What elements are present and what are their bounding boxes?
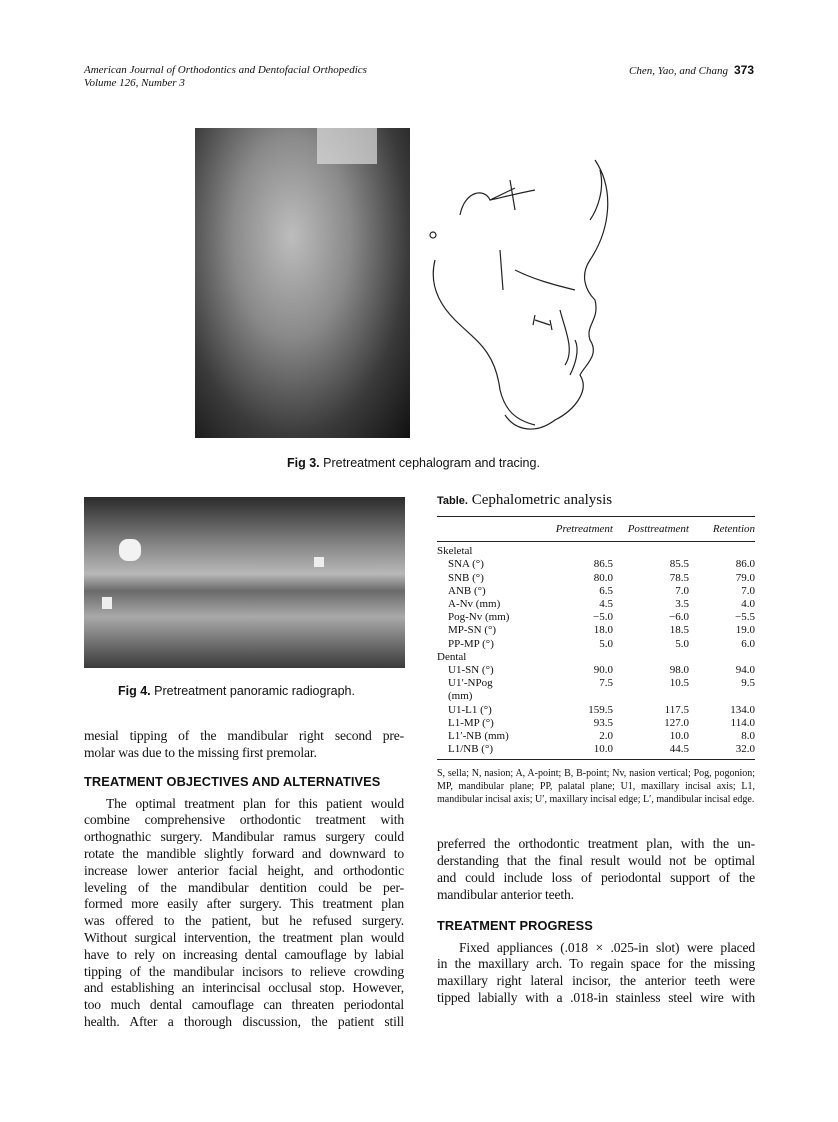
cell-value: 4.5 (599, 598, 613, 611)
fig3-label: Fig 3. (287, 456, 320, 470)
cell-value: 80.0 (593, 571, 613, 584)
table-title-text: Cephalometric analysis (471, 492, 613, 508)
cell-value: 85.5 (669, 558, 689, 571)
table-row (437, 743, 755, 760)
table-header-row (437, 517, 755, 542)
row-label: L1/NB (°) (437, 743, 541, 760)
row-label: PP-MP (°) (448, 637, 494, 650)
text-line: mandibular anterior teeth. (437, 886, 574, 902)
column-header: Retention (689, 517, 755, 542)
table-row (437, 572, 755, 585)
row-label: L1-MP (°) (448, 716, 494, 729)
cell-value: −5.0 (593, 611, 613, 624)
cell-value: 86.5 (593, 558, 613, 571)
table-row (437, 585, 755, 598)
crown-restoration (119, 539, 141, 561)
text-line: orthognathic surgery. Mandibular ramus surgery could (84, 829, 404, 845)
fig4-label: Fig 4. (118, 684, 151, 698)
cell-value: 98.0 (669, 664, 689, 677)
table-group-row (437, 651, 755, 664)
text-line: was offered to the patient, but he refused surgery. (84, 913, 404, 929)
running-header-right (629, 64, 754, 78)
cell-value: 8.0 (741, 730, 755, 743)
table-group-row (437, 542, 755, 559)
journal-name: American Journal of Orthodontics and Dentofacial Orthopedics (84, 64, 367, 76)
page-number: 373 (733, 63, 754, 77)
cell-value: 18.5 (669, 624, 689, 637)
text-line: in the maxillary arch. To regain space for the missing (437, 956, 755, 972)
text-line: tipping of the mandibular incisors to relieve crowding (84, 963, 404, 979)
filling-mark (314, 557, 324, 567)
journal-volume: Volume 126, Number 3 (84, 77, 185, 89)
fig3-caption (287, 456, 540, 470)
row-label: L1′-NB (mm) (448, 730, 509, 743)
row-label: U1-L1 (°) (448, 703, 492, 716)
left-paragraph (84, 796, 404, 1031)
cell-value: 10.0 (669, 730, 689, 743)
cell-value: 90.0 (593, 664, 613, 677)
column-header-blank (437, 517, 541, 542)
table-footnote: S, sella; N, nasion; A, A-point; B, B-point; Nv, nasion vertical; Pog, pogonion; MP, mandibular plane; PP, palatal plane; U1, maxillary incisal axis; L1, mandibular incisal axis; U′, maxillary incisal edge; L′, mandibular incisal edge. (437, 768, 755, 806)
table-row (437, 677, 755, 690)
fig4-caption-text: Pretreatment panoramic radiograph. (154, 684, 355, 698)
cell-value (541, 690, 613, 703)
table-label: Table. (437, 495, 468, 507)
text-line: Fixed appliances (.018 × .025-in slot) were placed (459, 939, 755, 955)
table-row (437, 558, 755, 571)
table-title (437, 491, 755, 510)
table-row (437, 598, 755, 611)
text-line: molar was due to the missing first premolar. (84, 744, 317, 760)
column-header: Pretreatment (541, 517, 613, 542)
cell-value: 5.0 (675, 637, 689, 650)
cell-value: 94.0 (735, 664, 755, 677)
cell-value: 93.5 (593, 716, 613, 729)
cell-value: 2.0 (599, 730, 613, 743)
cell-value: 3.5 (675, 598, 689, 611)
cell-value (689, 690, 755, 703)
cephalogram-image (195, 128, 410, 438)
cell-value: 114.0 (730, 716, 755, 729)
table-row (437, 664, 755, 677)
row-label: U1-SN (°) (448, 664, 494, 677)
table-row (437, 690, 755, 703)
row-label: ANB (°) (448, 584, 486, 597)
text-line: have to rely on increasing dental camouflage by labial (84, 946, 404, 962)
text-line: rotate the mandible slightly forward and downward to (84, 845, 404, 861)
cell-value: 6.0 (741, 637, 755, 650)
cell-value: 79.0 (735, 571, 755, 584)
cell-value: 18.0 (593, 624, 613, 637)
left-column (84, 728, 404, 1031)
text-line: health. After a thorough discussion, the patient still (84, 1013, 404, 1029)
text-line: mesial tipping of the mandibular right second pre- (84, 728, 404, 743)
row-label: (mm) (448, 690, 473, 703)
text-line: tipped labially with a .018-in stainless steel wire with (437, 990, 755, 1006)
left-intro-text (84, 728, 404, 762)
running-header-left (84, 64, 367, 90)
row-label: SNA (°) (448, 558, 484, 571)
cell-value: 134.0 (730, 703, 755, 716)
row-label: U1′-NPog (448, 677, 493, 690)
text-line: combine comprehensive orthodontic treatment with (84, 812, 404, 828)
text-line: leveling of the mandibular dentition could be per- (84, 879, 404, 895)
cell-value: 78.5 (669, 571, 689, 584)
text-line: maxillary right lateral incisor, the anterior teeth were (437, 973, 755, 989)
text-line: Without surgical intervention, the treatment plan would (84, 929, 404, 945)
ruler-scale (317, 128, 377, 164)
cell-value: 117.5 (664, 703, 689, 716)
cell-value: 19.0 (735, 624, 755, 637)
text-line: too much dental camouflage can threaten periodontal (84, 997, 404, 1013)
authors: Chen, Yao, and Chang (629, 65, 728, 77)
table-row (437, 624, 755, 637)
panoramic-radiograph-image (84, 497, 405, 668)
row-label: Pog-Nv (mm) (448, 611, 510, 624)
filling-mark (102, 597, 112, 609)
cephalometric-tracing (415, 150, 645, 440)
right-column (437, 491, 755, 1007)
cell-value: 7.0 (741, 584, 755, 597)
table (437, 516, 755, 760)
section-heading-progress: TREATMENT PROGRESS (437, 917, 593, 933)
cell-value: 4.0 (741, 598, 755, 611)
text-line: and establishing an interincisal occlusal stop. However, (84, 980, 404, 996)
table-row (437, 704, 755, 717)
cephalometric-table (437, 491, 755, 806)
cell-value: 6.5 (599, 584, 613, 597)
table-row (437, 638, 755, 651)
cell-value: 86.0 (735, 558, 755, 571)
cell-value: 9.5 (741, 677, 755, 690)
row-label: A-Nv (mm) (448, 598, 501, 611)
text-line: preferred the orthodontic treatment plan, with the un- (437, 836, 755, 852)
cell-value (613, 690, 689, 703)
cell-value: 5.0 (599, 637, 613, 650)
fig4-caption (118, 684, 355, 698)
group-label: Skeletal (437, 545, 473, 558)
text-line: and could include loss of periodontal support of the (437, 870, 755, 886)
column-header: Posttreatment (613, 517, 689, 542)
right-paragraph (437, 940, 755, 1007)
cell-value: −6.0 (669, 611, 689, 624)
cell-value: 32.0 (689, 743, 755, 760)
table-row (437, 611, 755, 624)
text-line: formed more easily after surgery. This treatment plan (84, 896, 404, 912)
table-row (437, 717, 755, 730)
cell-value: 127.0 (664, 716, 689, 729)
cell-value: 7.0 (675, 584, 689, 597)
right-continuation-text (437, 836, 755, 903)
cell-value: 10.0 (541, 743, 613, 760)
text-line: increase lower anterior facial height, and orthodontic (84, 862, 404, 878)
text-line: derstanding that the final result would not be optimal (437, 853, 755, 869)
fig3-caption-text: Pretreatment cephalogram and tracing. (323, 456, 540, 470)
cell-value: 10.5 (669, 677, 689, 690)
text-line: The optimal treatment plan for this patient would (106, 795, 404, 811)
cell-value: 159.5 (588, 703, 613, 716)
cell-value: 7.5 (599, 677, 613, 690)
cell-value: −5.5 (735, 611, 755, 624)
section-heading-objectives: TREATMENT OBJECTIVES AND ALTERNATIVES (84, 773, 381, 789)
row-label: MP-SN (°) (448, 624, 497, 637)
cell-value: 44.5 (613, 743, 689, 760)
group-label: Dental (437, 650, 467, 663)
row-label: SNB (°) (448, 571, 484, 584)
table-row (437, 730, 755, 743)
